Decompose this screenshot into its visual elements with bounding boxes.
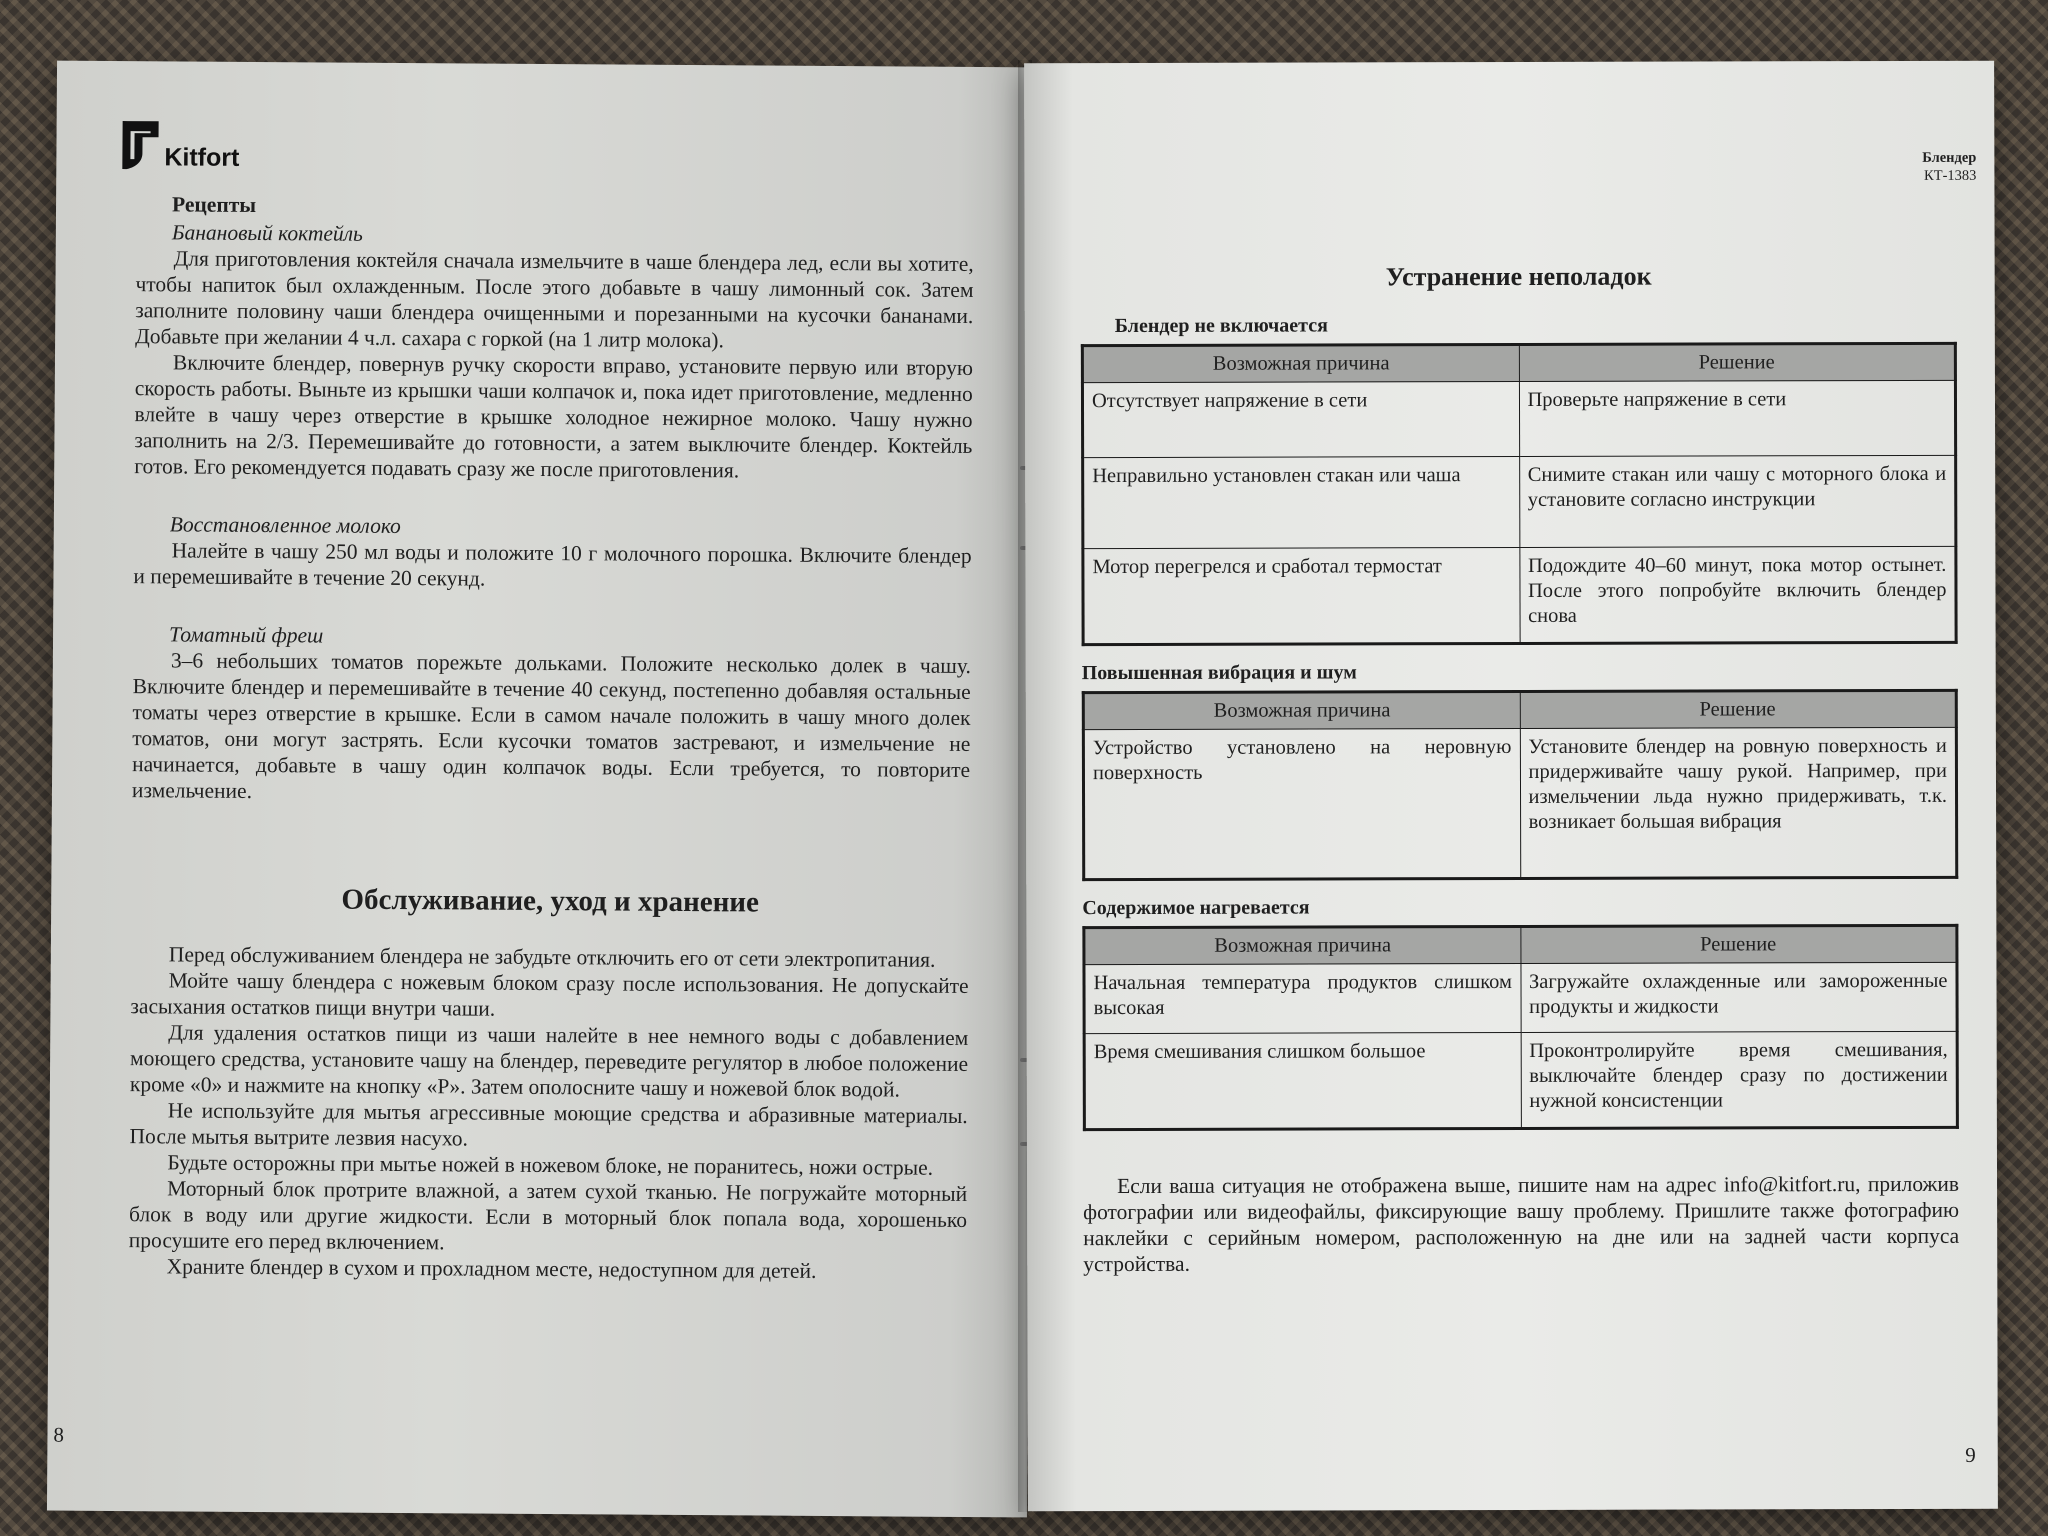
contact-paragraph: Если ваша ситуация не отображена выше, пишите нам на адрес info@kitfort.ru, приложив фотографии или видеофайлы, фиксирующие вашу проблему. Пришлите также фотографию наклейки с серийным номером, расположенную на дне или на задней части корпуса устройства. bbox=[1083, 1171, 1960, 1277]
troubleshooting-title: Устранение неполадок bbox=[1385, 261, 1652, 292]
left-page bbox=[47, 61, 1037, 1518]
care-paragraph: Храните блендер в сухом и прохладном месте, недоступном для детей. bbox=[166, 1254, 817, 1283]
page-number-left: 8 bbox=[53, 1422, 65, 1447]
column-header-solution: Решение bbox=[1519, 343, 1956, 381]
table-row bbox=[1084, 962, 1957, 1033]
cause-cell: Устройство установлено на неровную поверхность bbox=[1083, 728, 1520, 879]
recipe-title: Томатный фреш bbox=[168, 622, 324, 648]
solution-cell: Проверьте напряжение в сети bbox=[1519, 380, 1956, 456]
column-header-solution: Решение bbox=[1520, 690, 1957, 728]
column-header-cause: Возможная причина bbox=[1083, 691, 1520, 729]
troubleshooting-table bbox=[1081, 342, 1958, 646]
table-row bbox=[1083, 727, 1956, 879]
table-row bbox=[1083, 546, 1956, 644]
table-subtitle: Повышенная вибрация и шум bbox=[1081, 661, 1357, 685]
column-header-cause: Возможная причина bbox=[1084, 926, 1521, 964]
cause-cell: Время смешивания слишком большое bbox=[1084, 1032, 1521, 1129]
cause-cell: Неправильно установлен стакан или чаша bbox=[1083, 456, 1520, 548]
solution-cell: Загружайте охлажденные или замороженные продукты и жидкости bbox=[1520, 962, 1957, 1032]
care-paragraph: Моторный блок протрите влажной, а затем сухой тканью. Не погружайте моторный блок в воду или другие жидкости. Если в моторный блок попала вода, хорошенько просушите его перед включением. bbox=[128, 1176, 968, 1255]
care-paragraph: Не используйте для мытья агрессивные моющие средства и абразивные материалы. После мытья вытрите лезвия насухо. bbox=[129, 1098, 968, 1151]
care-paragraph: Перед обслуживанием блендера не забудьте отключить его от сети электропитания. bbox=[168, 942, 936, 972]
product-name: Блендер bbox=[1922, 149, 1977, 166]
troubleshooting-table bbox=[1082, 924, 1959, 1131]
care-heading: Обслуживание, уход и хранение bbox=[341, 883, 760, 919]
solution-cell: Снимите стакан или чашу с моторного блока и установите согласно инструкции bbox=[1519, 455, 1956, 547]
recipe-paragraph: 3–6 небольших томатов порежьте дольками. Положите несколько долек в чашу. Включите блендер и перемешивайте в течение 40 секунд, постепенно добавляя остальные томаты через отверстие в крышке. Если в самом начале положить в чашу много долек томатов, они могут застрять. Если кусочки томатов застревают, и измельчение не начинается, добавьте в чашу один колпачок воды. Если требуется, то повторите измельчение. bbox=[131, 648, 971, 803]
recipe-paragraph: Для приготовления коктейля сначала измельчите в чаше блендера лед, если вы хотите, чтобы напиток был охлажденным. После этого добавьте в чашу лимонный сок. Затем заполните половину чаши блендера очищенными и порезанными на кусочки бананами. Добавьте при желании 4 ч.л. сахара с горкой (на 1 литр молока). bbox=[135, 246, 974, 353]
right-content bbox=[1080, 111, 1959, 1299]
cause-cell: Отсутствует напряжение в сети bbox=[1082, 381, 1519, 457]
recipe-title: Восстановленное молоко bbox=[169, 512, 401, 539]
care-paragraph: Будьте осторожны при мытье ножей в ножевом блоке, не поранитесь, ножи острые. bbox=[167, 1150, 934, 1180]
recipe-title: Банановый коктейль bbox=[171, 220, 363, 246]
care-paragraph: Для удаления остатков пищи из чаши налейте в нее немного воды с добавлением моющего средства, установите чашу на блендер, переведите регулятор в любое положение кроме «0» и нажмите на кнопку «P». Затем ополосните чашу и ножевой блок водой. bbox=[129, 1020, 969, 1102]
table-row bbox=[1083, 455, 1956, 548]
kitfort-logo-icon bbox=[120, 119, 160, 171]
right-page bbox=[1024, 61, 1998, 1512]
cause-cell: Начальная температура продуктов слишком высокая bbox=[1084, 963, 1521, 1033]
kitfort-logo bbox=[120, 117, 239, 173]
brand-name: Kitfort bbox=[164, 143, 240, 172]
solution-cell: Проконтролируйте время смешивания, выключайте блендер сразу по достижении нужной консистенции bbox=[1521, 1031, 1958, 1128]
column-header-solution: Решение bbox=[1520, 925, 1957, 963]
recipe-paragraph: Налейте в чашу 250 мл воды и положите 10 г молочного порошка. Включите блендер и перемешивайте в течение 20 секунд. bbox=[133, 538, 972, 591]
product-model: КТ-1383 bbox=[1924, 167, 1977, 184]
care-paragraph: Мойте чашу блендера с ножевым блоком сразу после использования. Не допускайте засыхания остатков пищи внутри чаши. bbox=[130, 968, 969, 1021]
recipes-heading: Рецепты bbox=[171, 192, 257, 217]
page-number-right: 9 bbox=[1965, 1442, 1976, 1467]
column-header-cause: Возможная причина bbox=[1082, 344, 1519, 382]
recipe-paragraph: Включите блендер, повернув ручку скорости вправо, установите первую или вторую скорость работы. Выньте из крышки чаши колпачок и, пока идет приготовление, медленно влейте в чашу через отверстие в крышке холодное нежирное молоко. Чашу нужно заполнить на 2/3. Перемешивайте до готовности, а затем выключите блендер. Коктейль готов. Его рекомендуется подавать сразу же после приготовления. bbox=[134, 350, 974, 483]
solution-cell: Установите блендер на ровную поверхность и придерживайте чашу рукой. Например, при измельчении льда нужно придерживать, т.к. возникает большая вибрация bbox=[1520, 727, 1957, 878]
table-row bbox=[1082, 380, 1955, 457]
left-content bbox=[129, 191, 975, 1285]
troubleshooting-table bbox=[1082, 689, 1958, 881]
cause-cell: Мотор перегрелся и сработал термостат bbox=[1083, 547, 1520, 644]
table-subtitle: Блендер не включается bbox=[1114, 314, 1328, 338]
table-row bbox=[1084, 1031, 1957, 1129]
solution-cell: Подождите 40–60 минут, пока мотор остынет. После этого попробуйте включить блендер снова bbox=[1519, 546, 1956, 643]
table-subtitle: Содержимое нагревается bbox=[1082, 896, 1310, 920]
